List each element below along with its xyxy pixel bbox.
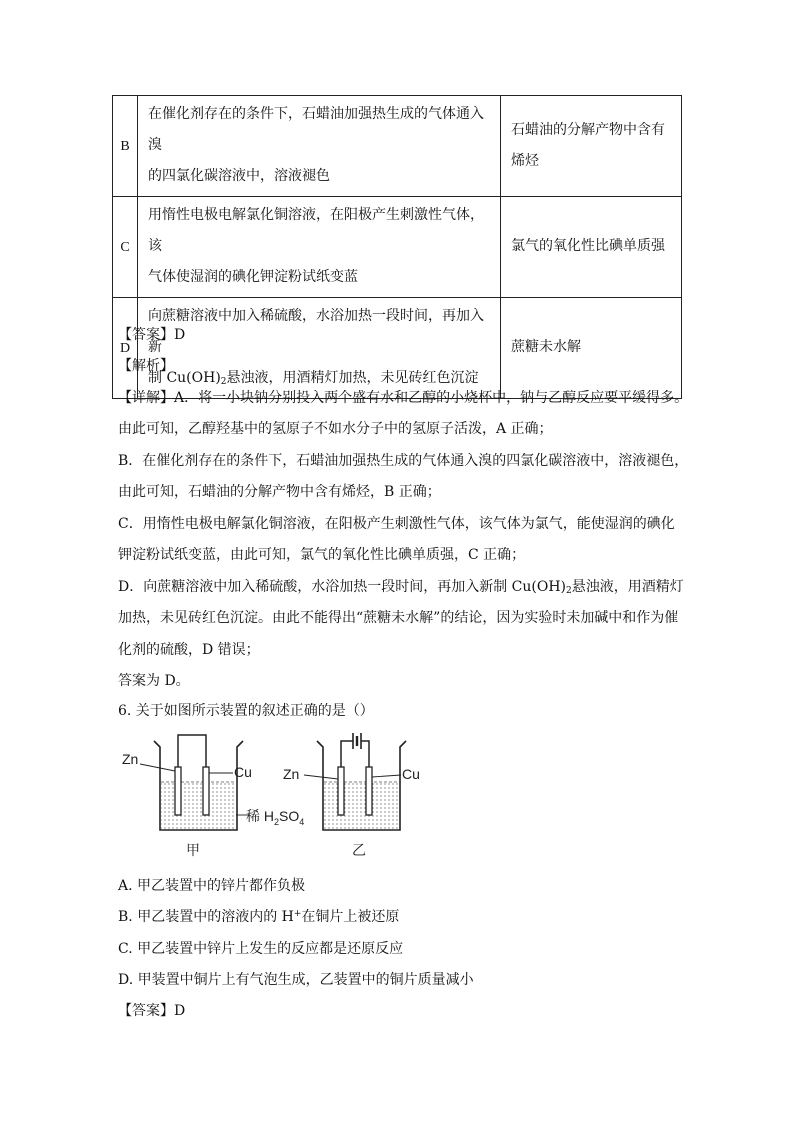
table-row — [113, 197, 682, 298]
option-a: A. 甲乙装置中的锌片都作负极 — [118, 878, 306, 894]
detail-d-line1: D．向蔗糖溶液中加入稀硫酸，水浴加热一段时间，再加入新制 $Cu(OH)_2$悬浊液，用酒精灯 — [118, 579, 684, 596]
label-yi: 乙 — [352, 842, 366, 858]
detail-c-line2: 钾淀粉试纸变蓝，由此可知，氯气的氧化性比碘单质强，C 正确； — [118, 547, 526, 563]
detail-d-line2: 加热，未见砖红色沉淀。由此不能得出“蔗糖未水解”的结论，因为实验时未加碱中和作为催 — [118, 610, 679, 626]
label-jia: 甲 — [186, 842, 200, 858]
experiment-cell: 向蔗糖溶液中加入稀硫酸，水浴加热一段时间，再加入新 制 $Cu(OH)_2$悬浊液，用酒精灯加热，未见砖红色沉淀 — [138, 298, 501, 399]
detail-final: 答案为 D。 — [118, 673, 190, 689]
svg-text:稀 H2SO4: 稀 $H_2SO_4$ — [246, 808, 305, 827]
cells-diagram — [122, 727, 440, 867]
option-c: C. 甲乙装置中锌片上发生的反应都是还原反应 — [118, 941, 404, 957]
experiment-cell: 用惰性电极电解氯化铜溶液，在阳极产生刺激性气体，该 气体使湿润的碘化钾淀粉试纸变蓝 — [138, 197, 501, 298]
table-row — [113, 298, 682, 399]
conclusion-cell: 氯气的氧化性比碘单质强 — [501, 197, 682, 298]
row-key: B — [113, 96, 138, 197]
zn-label-jia: Zn — [122, 751, 139, 767]
cell-yi — [283, 733, 420, 858]
options-table — [112, 95, 682, 399]
wire-yi — [341, 741, 369, 767]
acid-solution-yi — [324, 782, 399, 829]
table-row — [113, 96, 682, 197]
row-key: D — [113, 298, 138, 399]
answer-label: 【答案】D — [118, 327, 186, 343]
wire-jia — [178, 735, 206, 767]
experiment-cell: 在催化剂存在的条件下，石蜡油加强热生成的气体通入溴 的四氯化碳溶液中，溶液褪色 — [138, 96, 501, 197]
detail-b-line1: B．在催化剂存在的条件下，石蜡油加强热生成的气体通入溴的四氯化碳溶液中，溶液褪色， — [118, 453, 689, 469]
galvanic-cells-figure — [122, 727, 440, 871]
conclusion-cell: 石蜡油的分解产物中含有 烯烃 — [501, 96, 682, 197]
cu-label-jia: Cu — [234, 764, 252, 780]
acid-label — [236, 808, 304, 827]
detail-a-line1: 【详解】A．将一小块钠分别投入两个盛有水和乙醇的小烧杯中，钠与乙醇反应要平缓得多。 — [118, 390, 689, 406]
option-b: B. 甲乙装置中的溶液内的 H+在铜片上被还原 — [118, 909, 400, 925]
zinc-electrode-yi — [338, 767, 344, 815]
detail-c-line1: C．用惰性电极电解氯化铜溶液，在阳极产生刺激性气体，该气体为氯气，能使湿润的碘化 — [118, 516, 675, 532]
zinc-electrode-jia — [175, 767, 181, 815]
question-stem: 6. 关于如图所示装置的叙述正确的是（） — [118, 703, 374, 719]
row-key: C — [113, 197, 138, 298]
conclusion-cell: 蔗糖未水解 — [501, 298, 682, 399]
copper-electrode-jia — [203, 767, 209, 815]
acid-solution-jia — [161, 782, 236, 829]
copper-electrode-yi — [366, 767, 372, 815]
cu-label-yi: Cu — [402, 766, 420, 782]
detail-d-line3: 化剂的硫酸，D 错误； — [118, 642, 260, 658]
cell-jia — [122, 735, 252, 858]
option-d: D. 甲装置中铜片上有气泡生成，乙装置中的铜片质量减小 — [118, 972, 474, 988]
zn-label-yi: Zn — [283, 766, 300, 782]
answer-label-2: 【答案】D — [118, 1003, 186, 1019]
analysis-title: 【解析】 — [118, 358, 174, 374]
detail-a-line2: 由此可知，乙醇羟基中的氢原子不如水分子中的氢原子活泼，A 正确； — [118, 421, 553, 437]
detail-b-line2: 由此可知，石蜡油的分解产物中含有烯烃，B 正确； — [118, 484, 441, 500]
